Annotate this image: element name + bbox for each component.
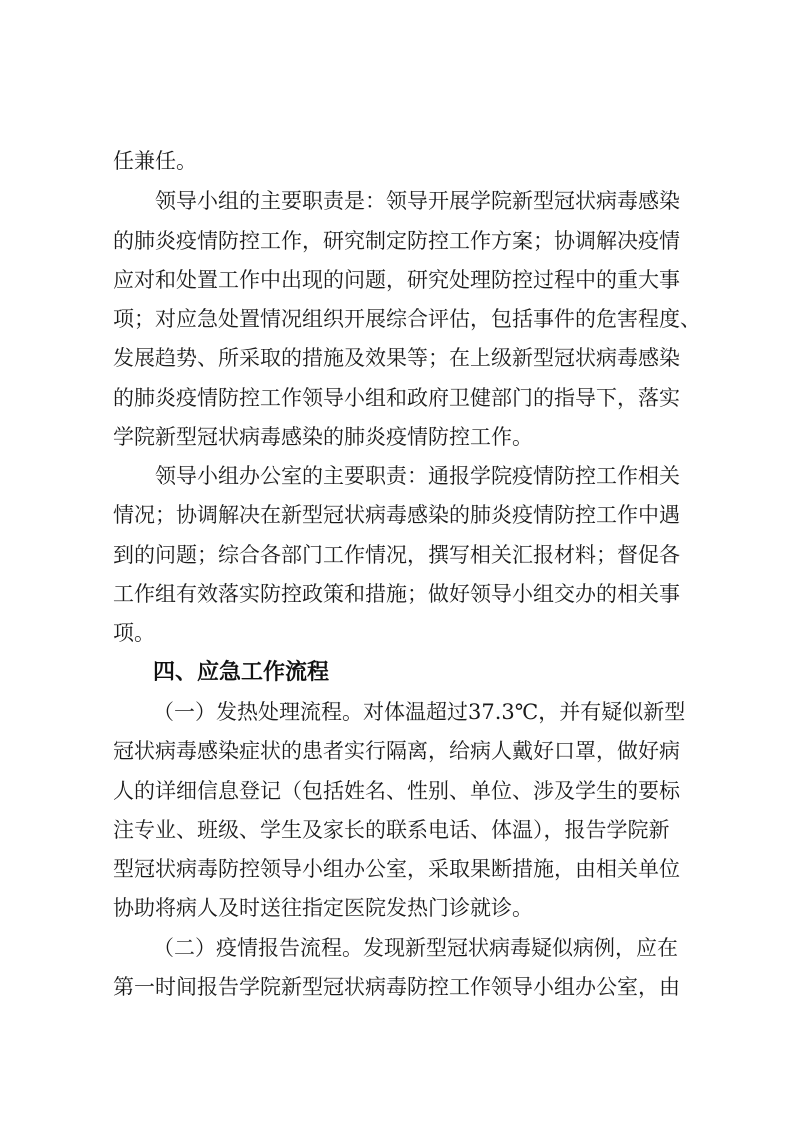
text-line: 的肺炎疫情防控工作，研究制定防控工作方案；协调解决疫情 bbox=[113, 229, 680, 253]
text-line: 人的详细信息登记（包括姓名、性别、单位、涉及学生的要标 bbox=[113, 779, 680, 803]
text-line: 发展趋势、所采取的措施及效果等；在上级新型冠状病毒感染 bbox=[113, 346, 680, 370]
text-line: 到的问题；综合各部门工作情况，撰写相关汇报材料；督促各 bbox=[113, 543, 680, 567]
text-line: 应对和处置工作中出现的问题，研究处理防控过程中的重大事 bbox=[113, 268, 680, 292]
text-line: 协助将病人及时送往指定医院发热门诊就诊。 bbox=[113, 896, 533, 920]
text-line: 任兼任。 bbox=[113, 149, 197, 173]
paragraph-start-line: 领导小组办公室的主要职责：通报学院疫情防控工作相关 bbox=[155, 464, 680, 488]
text-line: 学院新型冠状病毒感染的肺炎疫情防控工作。 bbox=[113, 425, 533, 449]
paragraph-start-line: （一）发热处理流程。对体温超过37.3℃，并有疑似新型 bbox=[153, 700, 686, 724]
text-line: 情况；协调解决在新型冠状病毒感染的肺炎疫情防控工作中遇 bbox=[113, 503, 680, 527]
paragraph-start-line: （二）疫情报告流程。发现新型冠状病毒疑似病例，应在 bbox=[153, 936, 678, 960]
paragraph-start-line: 领导小组的主要职责是：领导开展学院新型冠状病毒感染 bbox=[155, 189, 680, 213]
text-line: 工作组有效落实防控政策和措施；做好领导小组交办的相关事 bbox=[113, 582, 680, 606]
section-heading: 四、应急工作流程 bbox=[153, 660, 330, 685]
text-line: 注专业、班级、学生及家长的联系电话、体温），报告学院新 bbox=[113, 818, 670, 842]
text-line: 的肺炎疫情防控工作领导小组和政府卫健部门的指导下，落实 bbox=[113, 386, 680, 410]
text-line: 第一时间报告学院新型冠状病毒防控工作领导小组办公室，由 bbox=[113, 975, 680, 999]
text-line: 型冠状病毒防控领导小组办公室，采取果断措施，由相关单位 bbox=[113, 857, 680, 881]
text-line: 项；对应急处置情况组织开展综合评估，包括事件的危害程度、 bbox=[113, 307, 701, 331]
text-line: 冠状病毒感染症状的患者实行隔离，给病人戴好口罩，做好病 bbox=[113, 739, 680, 763]
text-line: 项。 bbox=[113, 621, 155, 645]
